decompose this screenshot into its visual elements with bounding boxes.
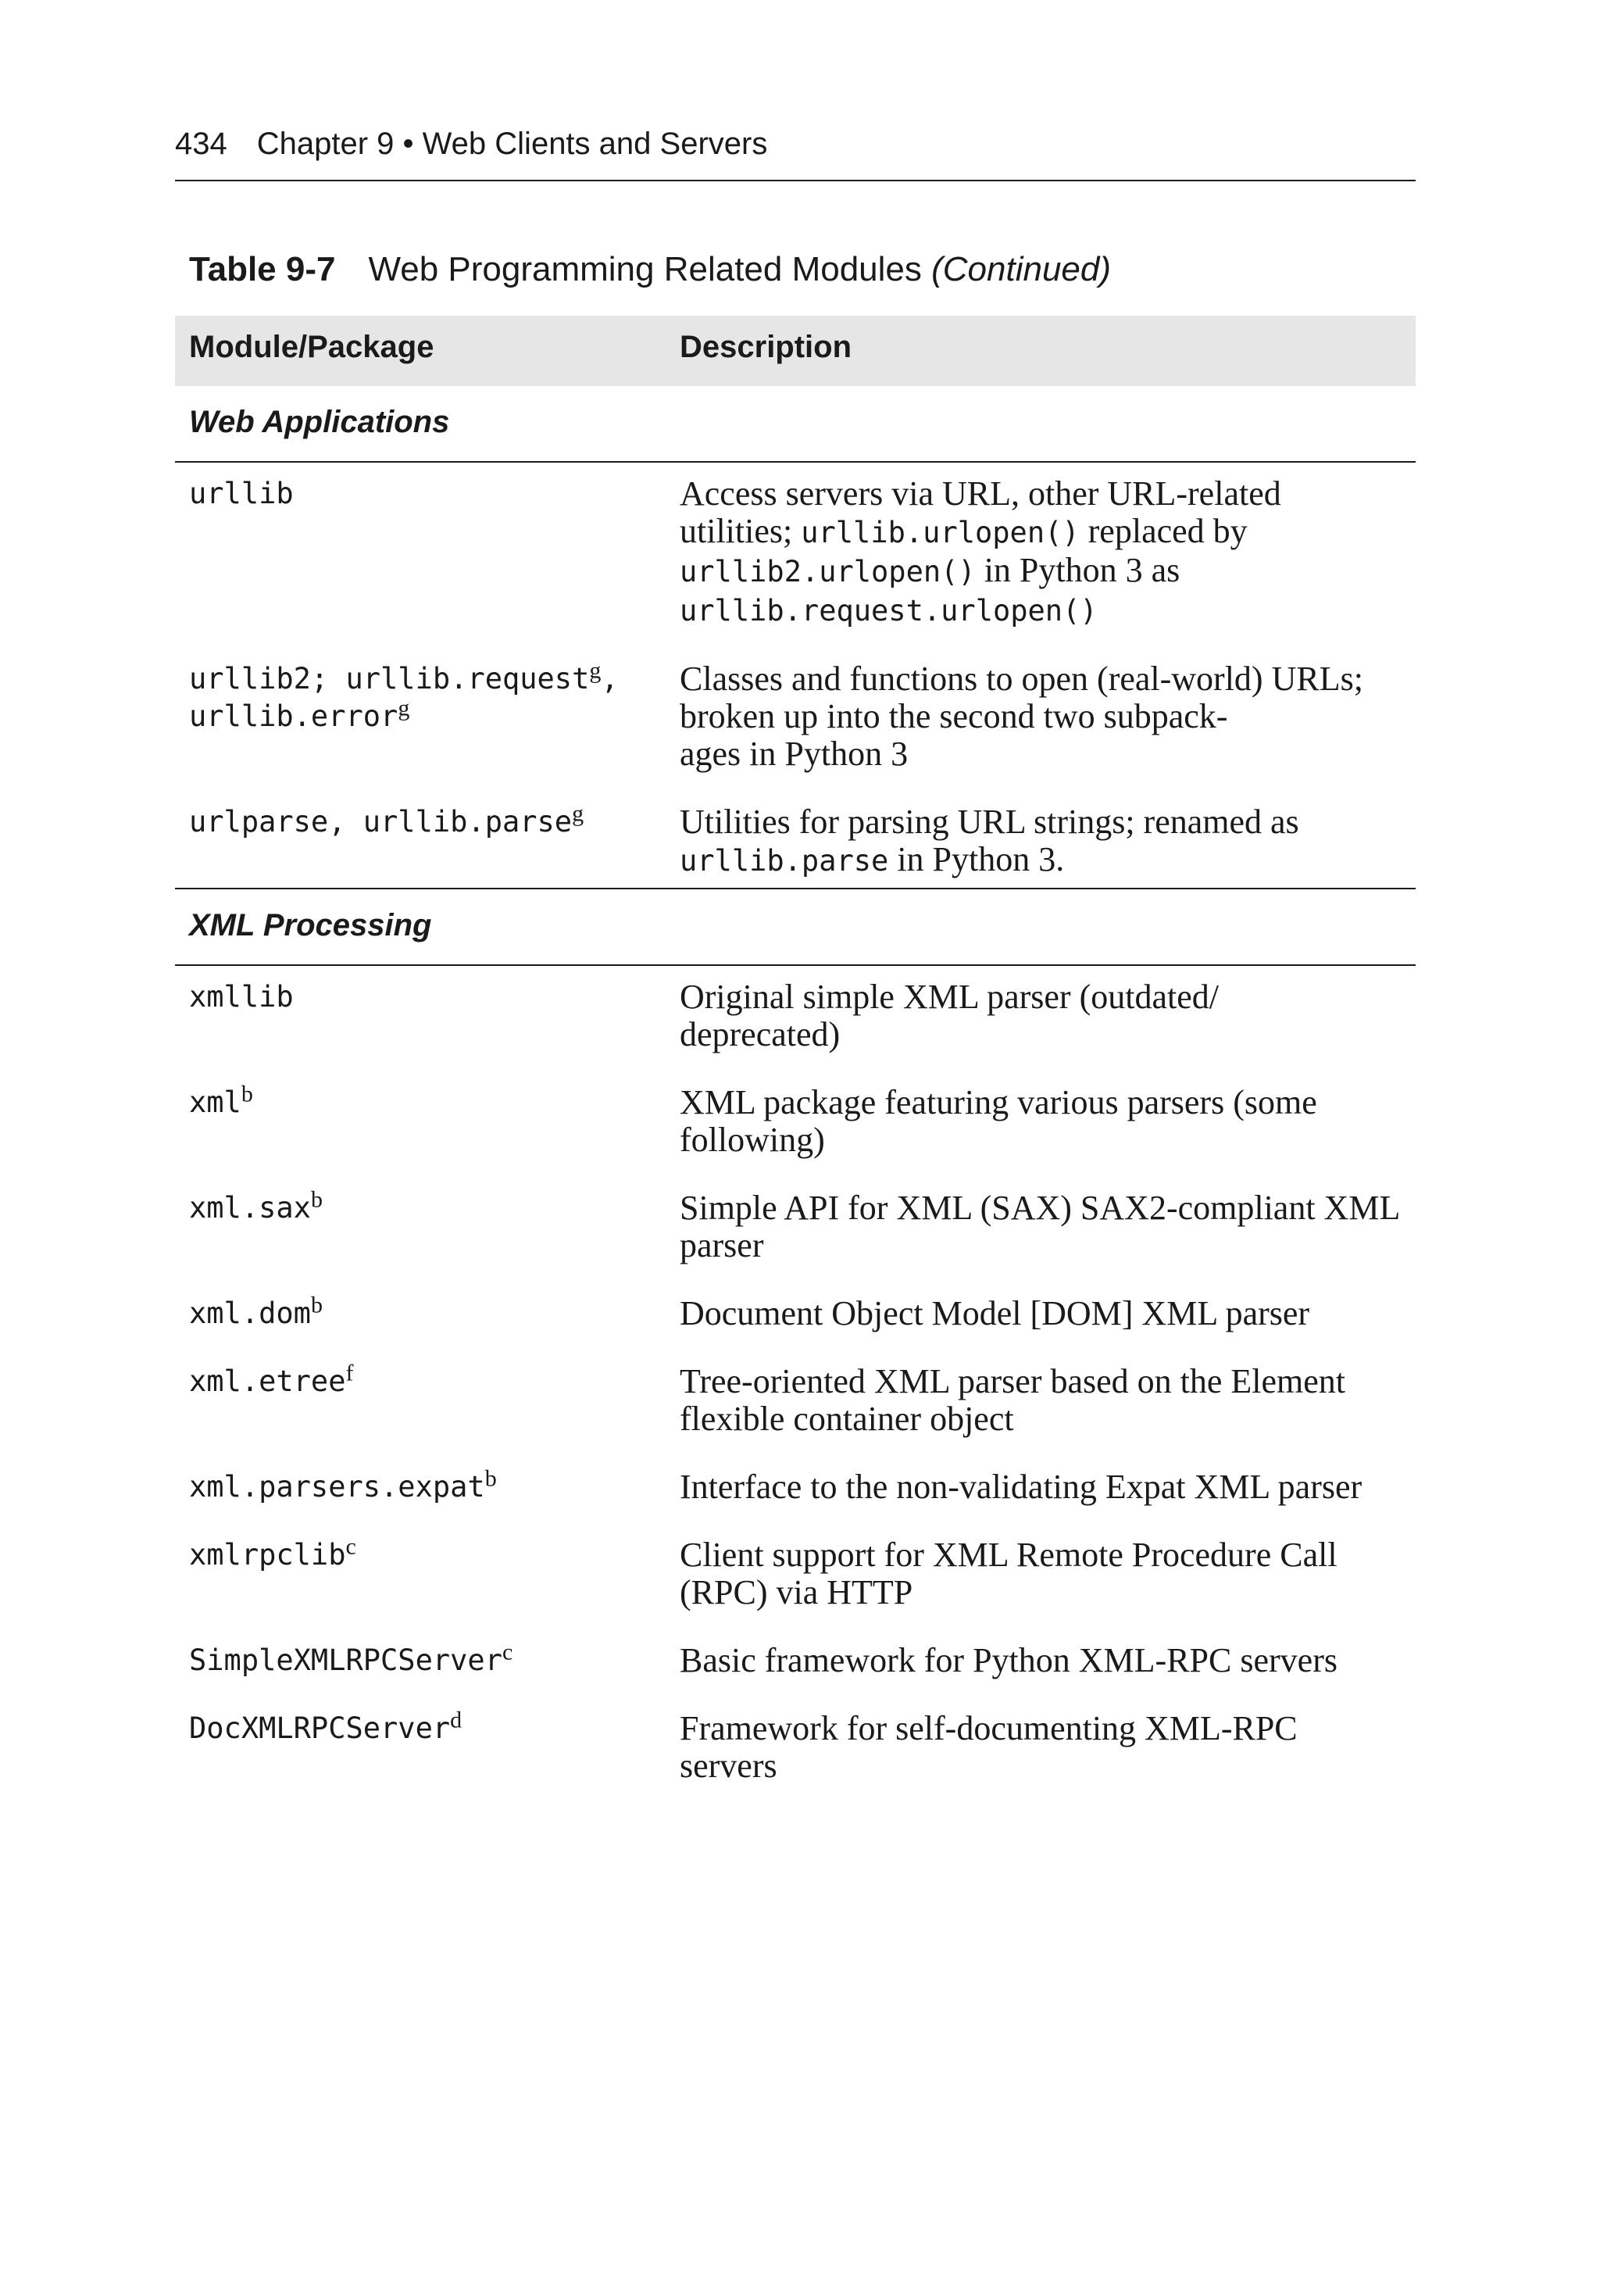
section-title: Web Applications (189, 405, 450, 439)
table-title: Web Programming Related Modules (368, 250, 922, 288)
description-cell (680, 978, 1416, 1053)
text-run: xmllib (189, 980, 294, 1014)
table-row (175, 475, 1416, 630)
table-row (175, 1707, 1416, 1785)
text-run: Utilities for parsing URL strings; renamed as (680, 803, 1299, 841)
table-row (175, 1533, 1416, 1611)
text-run: xml.dom (189, 1296, 311, 1330)
running-header (175, 117, 1416, 181)
text-run: xml.sax (189, 1191, 311, 1225)
table-row (175, 800, 1416, 880)
text-run: xml.etree (189, 1364, 346, 1398)
text-run: Basic framework for Python XML-RPC servers (680, 1641, 1338, 1679)
module-name-cell (175, 1360, 680, 1438)
module-name-cell (175, 1081, 680, 1159)
column-header-description: Description (680, 330, 852, 364)
text-run: Original simple XML parser (outdated/ (680, 978, 1219, 1016)
text-run: Document Object Model [DOM] XML parser (680, 1294, 1310, 1332)
description-cell (680, 1295, 1416, 1332)
text-run: in Python 3. (888, 840, 1065, 878)
description-cell (680, 660, 1416, 773)
text-run: ages in Python 3 (680, 735, 909, 773)
page-number: 434 (175, 127, 227, 161)
text-run: Access servers via URL, other URL-related utilities; (680, 474, 1281, 550)
footnote-marker: f (345, 1360, 354, 1386)
text-run: urllib2; urllib.request (189, 662, 590, 696)
text-run: Simple API for XML (SAX) SAX2-compliant XML parser (680, 1189, 1399, 1264)
text-run: urllib.error (189, 699, 398, 733)
description-cell (680, 803, 1416, 880)
text-run: , (601, 662, 619, 696)
text-run: DocXMLRPCServer (189, 1711, 451, 1745)
text-run: urllib (189, 477, 294, 510)
section-heading-web-applications (175, 386, 1416, 463)
description-cell (680, 1084, 1416, 1159)
module-name-cell (175, 1186, 680, 1264)
description-cell (680, 1536, 1416, 1611)
section-rows-web-applications (175, 463, 1416, 889)
table-row (175, 1081, 1416, 1159)
footnote-marker: b (484, 1465, 497, 1492)
section-heading-xml-processing (175, 889, 1416, 966)
text-run: XML package featuring various parsers (some following) (680, 1083, 1317, 1159)
text-run: urlparse, urllib.parse (189, 805, 573, 839)
text-run: xmlrpclib (189, 1538, 346, 1572)
module-name-cell (175, 800, 680, 880)
module-name-cell (175, 1292, 680, 1332)
module-name-cell (175, 475, 680, 630)
text-run: Client support for XML Remote Procedure Call (RPC) via HTTP (680, 1536, 1338, 1611)
description-cell (680, 1468, 1416, 1506)
section-rows-xml-processing (175, 966, 1416, 1793)
table-row (175, 1639, 1416, 1679)
running-title: Chapter 9 • Web Clients and Servers (256, 127, 768, 161)
footnote-marker: g (589, 657, 602, 684)
table-row (175, 1292, 1416, 1332)
module-name-cell (175, 1707, 680, 1785)
table-label: Table 9-7 (189, 250, 336, 288)
text-run: Framework for self-documenting XML-RPC servers (680, 1709, 1298, 1785)
table-caption (189, 242, 1111, 297)
modules-table (175, 316, 1416, 1793)
footnote-marker: b (241, 1081, 253, 1107)
text-run: in Python 3 as (975, 551, 1180, 589)
module-name-cell (175, 1465, 680, 1506)
text-run: Tree-oriented XML parser based on the Element flexible container object (680, 1362, 1346, 1438)
description-cell (680, 1189, 1416, 1264)
module-name-cell (175, 657, 680, 773)
module-name-cell (175, 1533, 680, 1611)
table-header-row (175, 316, 1416, 386)
module-name-cell (175, 1639, 680, 1679)
footnote-marker: c (502, 1639, 513, 1665)
section-title: XML Processing (189, 908, 432, 942)
inline-code: urllib.request.urlopen() (680, 594, 1098, 628)
footnote-marker: g (398, 695, 410, 721)
text-run: SimpleXMLRPCServer (189, 1643, 502, 1677)
description-cell (680, 475, 1416, 630)
footnote-marker: g (572, 800, 584, 827)
module-name-cell (175, 978, 680, 1053)
table-row (175, 1465, 1416, 1506)
text-run: Classes and functions to open (real-world) URLs; broken up into the second two subpack- (680, 660, 1363, 735)
description-cell (680, 1710, 1416, 1785)
continued-note: (Continued) (931, 250, 1112, 288)
table-row (175, 657, 1416, 773)
inline-code: urllib.urlopen() (801, 516, 1080, 549)
footnote-marker: c (345, 1533, 356, 1560)
description-cell (680, 1642, 1416, 1679)
footnote-marker: b (310, 1292, 323, 1318)
table-row (175, 1360, 1416, 1438)
footnote-marker: b (310, 1186, 323, 1213)
table-row (175, 1186, 1416, 1264)
inline-code: urllib.parse (680, 844, 889, 878)
text-run: replaced by (1079, 512, 1248, 550)
table-row (175, 978, 1416, 1053)
column-header-module: Module/Package (189, 330, 434, 364)
footnote-marker: d (450, 1707, 462, 1733)
description-cell (680, 1363, 1416, 1438)
text-run: xml (189, 1085, 241, 1119)
text-run: deprecated) (680, 1015, 841, 1053)
inline-code: urllib2.urlopen() (680, 555, 976, 588)
text-run: Interface to the non-validating Expat XML parser (680, 1468, 1362, 1506)
text-run: xml.parsers.expat (189, 1470, 485, 1504)
